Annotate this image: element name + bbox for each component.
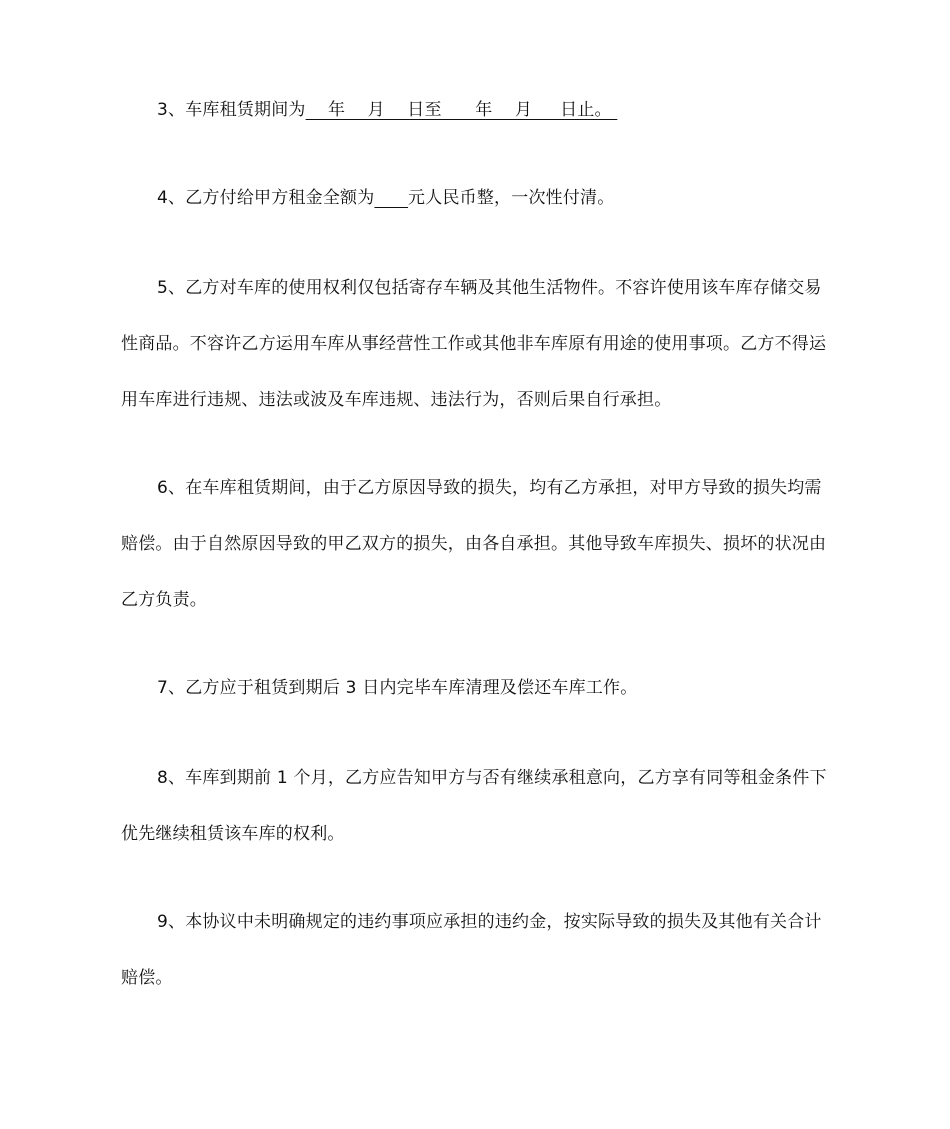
clause-number: 9、 (157, 912, 186, 932)
clause-number: 5、 (157, 278, 186, 298)
clause-7 (121, 660, 833, 716)
clause-text: 乙方对车库的使用权利仅包括寄存车辆及其他生活物件。不容许使用该车库存储交易性商品。不容许乙方运用车库从事经营性工作或其他非车库原有用途的使用事项。乙方不得运用车库进行违规、违法或波及车库违规、违法行为，否则后果自行承担。 (121, 278, 827, 410)
clause-number: 8、 (157, 768, 186, 788)
clause-5 (121, 260, 833, 428)
rental-period-blank: 年 月 日至 年 月 日止。 (305, 100, 618, 120)
clause-9 (121, 894, 833, 1006)
clause-8 (121, 750, 833, 862)
clause-3 (121, 82, 833, 138)
clause-number: 7、 (157, 678, 186, 698)
clause-6 (121, 460, 833, 628)
clause-text-after: 元人民币整，一次性付清。 (408, 188, 615, 208)
rent-amount-blank (374, 188, 408, 208)
clause-number: 6、 (157, 478, 186, 498)
clause-4 (121, 170, 833, 226)
clause-text: 在车库租赁期间，由于乙方原因导致的损失，均有乙方承担，对甲方导致的损失均需赔偿。由于自然原因导致的甲乙双方的损失，由各自承担。其他导致车库损失、损坏的状况由乙方负责。 (121, 478, 827, 610)
clause-text: 车库到期前 1 个月，乙方应告知甲方与否有继续承租意向，乙方享有同等租金条件下优先继续租赁该车库的权利。 (121, 768, 827, 844)
clause-text: 车库租赁期间为 (185, 100, 306, 120)
clause-number: 3、 (157, 100, 186, 120)
clause-text: 本协议中未明确规定的违约事项应承担的违约金，按实际导致的损失及其他有关合计赔偿。 (121, 912, 822, 988)
clause-text: 乙方付给甲方租金全额为 (185, 188, 375, 208)
clause-text: 乙方应于租赁到期后 3 日内完毕车库清理及偿还车库工作。 (185, 678, 638, 698)
clause-number: 4、 (157, 188, 186, 208)
